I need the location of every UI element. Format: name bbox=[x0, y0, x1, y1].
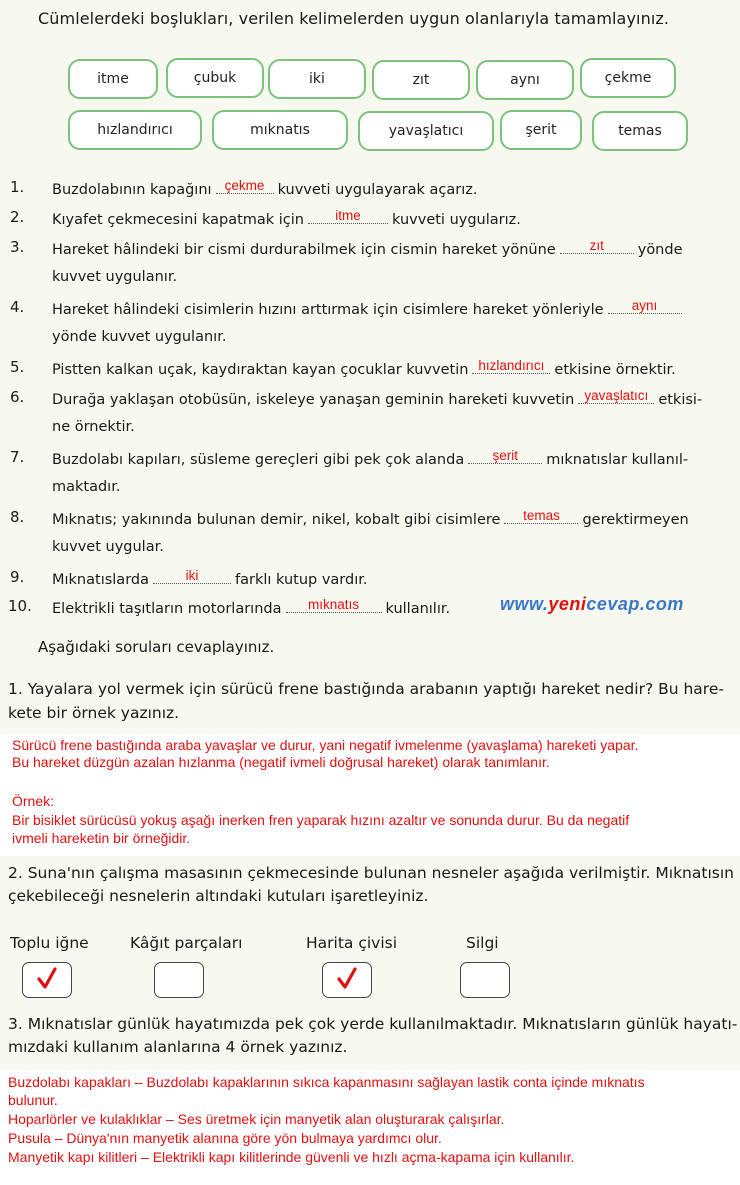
answer-blank: itme bbox=[335, 208, 361, 223]
answer-blank: çekme bbox=[224, 178, 265, 193]
checkbox-toplu-igne[interactable] bbox=[22, 962, 72, 998]
item-label: Harita çivisi bbox=[306, 934, 398, 952]
question-text: Buzdolabı kapıları, süsleme gereçleri gibi pek çok alanda bbox=[52, 452, 465, 468]
question-number: 9. bbox=[10, 568, 25, 586]
section2-title: Aşağıdaki soruları cevaplayınız. bbox=[38, 638, 275, 656]
s3-answer: Hoparlörler ve kulaklıklar – Ses üretmek için manyetik alan oluşturarak çalışırlar. bbox=[8, 1111, 505, 1127]
word-pill: itme bbox=[68, 59, 158, 99]
question-text: Elektrikli taşıtların motorlarında bbox=[52, 601, 282, 617]
word-pill: temas bbox=[592, 111, 688, 151]
word-pill: aynı bbox=[476, 60, 574, 100]
answer-blank: şerit bbox=[492, 448, 518, 463]
question-text: gerektirmeyen bbox=[582, 512, 689, 528]
question-text: Pistten kalkan uçak, kaydıraktan kayan çocuklar kuvvetin bbox=[52, 362, 469, 378]
s1-answer: Sürücü frene bastığında araba yavaşlar ve durur, yani negatif ivmelenme (yavaşlama) hareketi yapar. bbox=[12, 737, 639, 753]
item-label: Kâğıt parçaları bbox=[130, 934, 243, 952]
question-text: ne örnektir. bbox=[52, 419, 135, 435]
item-label: Silgi bbox=[466, 934, 499, 952]
question-text: Kıyafet çekmecesini kapatmak için bbox=[52, 212, 305, 228]
question-text: kuvvet uygular. bbox=[52, 539, 164, 555]
answer-blank: zıt bbox=[589, 238, 604, 253]
question-number: 1. bbox=[10, 178, 25, 196]
word-pill: hızlandırıcı bbox=[68, 110, 202, 150]
checkmark-icon bbox=[336, 967, 358, 991]
exercise-title: Cümlelerdeki boşlukları, verilen kelimelerden uygun olanlarıyla tamamlayınız. bbox=[38, 9, 670, 28]
s2-question: 2. Suna'nın çalışma masasının çekmecesinde bulunan nesneler aşağıda verilmiştir. Mıknatısın bbox=[8, 864, 734, 882]
answer-blank: temas bbox=[523, 508, 560, 523]
s3-answer: bulunur. bbox=[8, 1092, 58, 1108]
question-text: yönde kuvvet uygulanır. bbox=[52, 329, 227, 345]
s3-question: 3. Mıknatıslar günlük hayatımızda pek çok yerde kullanılmaktadır. Mıknatısların günlük hayatı- bbox=[8, 1015, 738, 1033]
word-pill: mıknatıs bbox=[212, 110, 348, 150]
s1-answer: Bu hareket düzgün azalan hızlanma (negatif ivmeli doğrusal hareket) olarak tanımlanır. bbox=[12, 754, 550, 770]
answer-blank: yavaşlatıcı bbox=[584, 388, 649, 403]
s1-question: 1. Yayalara yol vermek için sürücü frene bastığında arabanın yaptığı hareket nedir? Bu hare- bbox=[8, 680, 724, 698]
checkbox-silgi[interactable] bbox=[460, 962, 510, 998]
answer-blank: mıknatıs bbox=[307, 597, 359, 612]
question-text: etkisi- bbox=[658, 392, 703, 408]
s3-question: mızdaki kullanım alanlarına 4 örnek yazınız. bbox=[8, 1038, 348, 1056]
question-number: 8. bbox=[10, 508, 25, 526]
word-pill: zıt bbox=[372, 60, 470, 100]
word-pill: çubuk bbox=[166, 58, 264, 98]
question-number: 3. bbox=[10, 238, 25, 256]
s2-question: çekebileceği nesnelerin altındaki kutuları işaretleyiniz. bbox=[8, 887, 429, 905]
question-text: kuvveti uygularız. bbox=[392, 212, 521, 228]
question-text: kuvveti uygulayarak açarız. bbox=[277, 182, 478, 198]
question-text: Hareket hâlindeki bir cismi durdurabilmek için cismin hareket yönüne bbox=[52, 242, 556, 258]
s1-example: Bir bisiklet sürücüsü yokuş aşağı inerken fren yaparak hızını azaltır ve sonunda durur. Bu da negatif bbox=[12, 812, 630, 828]
s3-answer: Buzdolabı kapakları – Buzdolabı kapaklarının sıkıca kapanmasını sağlayan lastik conta içinde mıknatıs bbox=[8, 1074, 645, 1090]
question-text: Mıknatıs; yakınında bulunan demir, nikel, kobalt gibi cisimlere bbox=[52, 512, 501, 528]
question-text: kullanılır. bbox=[385, 601, 451, 617]
item-label: Toplu iğne bbox=[10, 934, 89, 952]
question-text: Hareket hâlindeki cisimlerin hızını arttırmak için cisimlere hareket yönleriyle bbox=[52, 302, 604, 318]
question-text: mıknatıslar kullanıl- bbox=[546, 452, 689, 468]
watermark-logo: www.yenicevap.com bbox=[500, 594, 684, 614]
answer-blank: iki bbox=[185, 568, 199, 583]
checkbox-harita-civisi[interactable] bbox=[322, 962, 372, 998]
question-number: 7. bbox=[10, 448, 25, 466]
checkmark-icon bbox=[36, 967, 58, 991]
question-text: kuvvet uygulanır. bbox=[52, 269, 178, 285]
answer-blank: aynı bbox=[631, 298, 658, 313]
question-number: 4. bbox=[10, 298, 25, 316]
question-text: Mıknatıslarda bbox=[52, 572, 149, 588]
question-text: Buzdolabının kapağını bbox=[52, 182, 212, 198]
s1-example-label: Örnek: bbox=[12, 793, 55, 809]
s3-answer: Pusula – Dünya'nın manyetik alanına göre yön bulmaya yardımcı olur. bbox=[8, 1130, 442, 1146]
word-pill: çekme bbox=[580, 58, 676, 98]
question-text: Durağa yaklaşan otobüsün, iskeleye yanaşan geminin hareketi kuvvetin bbox=[52, 392, 575, 408]
word-pill: şerit bbox=[500, 110, 582, 150]
question-number: 2. bbox=[10, 208, 25, 226]
question-number: 10. bbox=[8, 597, 32, 615]
word-pill: yavaşlatıcı bbox=[358, 111, 494, 151]
question-text: maktadır. bbox=[52, 479, 121, 495]
question-text: farklı kutup vardır. bbox=[235, 572, 368, 588]
word-pill: iki bbox=[268, 59, 366, 99]
s1-question: kete bir örnek yazınız. bbox=[8, 704, 180, 722]
s1-example: ivmeli hareketin bir örneğidir. bbox=[12, 830, 191, 846]
question-text: yönde bbox=[637, 242, 683, 258]
question-number: 5. bbox=[10, 358, 25, 376]
s3-answer: Manyetik kapı kilitleri – Elektrikli kapı kilitlerinde güvenli ve hızlı açma-kapama için kullanılır. bbox=[8, 1149, 575, 1165]
question-number: 6. bbox=[10, 388, 25, 406]
answer-blank: hızlandırıcı bbox=[478, 358, 545, 373]
question-text: etkisine örnektir. bbox=[554, 362, 676, 378]
checkbox-kagit-parcalari[interactable] bbox=[154, 962, 204, 998]
